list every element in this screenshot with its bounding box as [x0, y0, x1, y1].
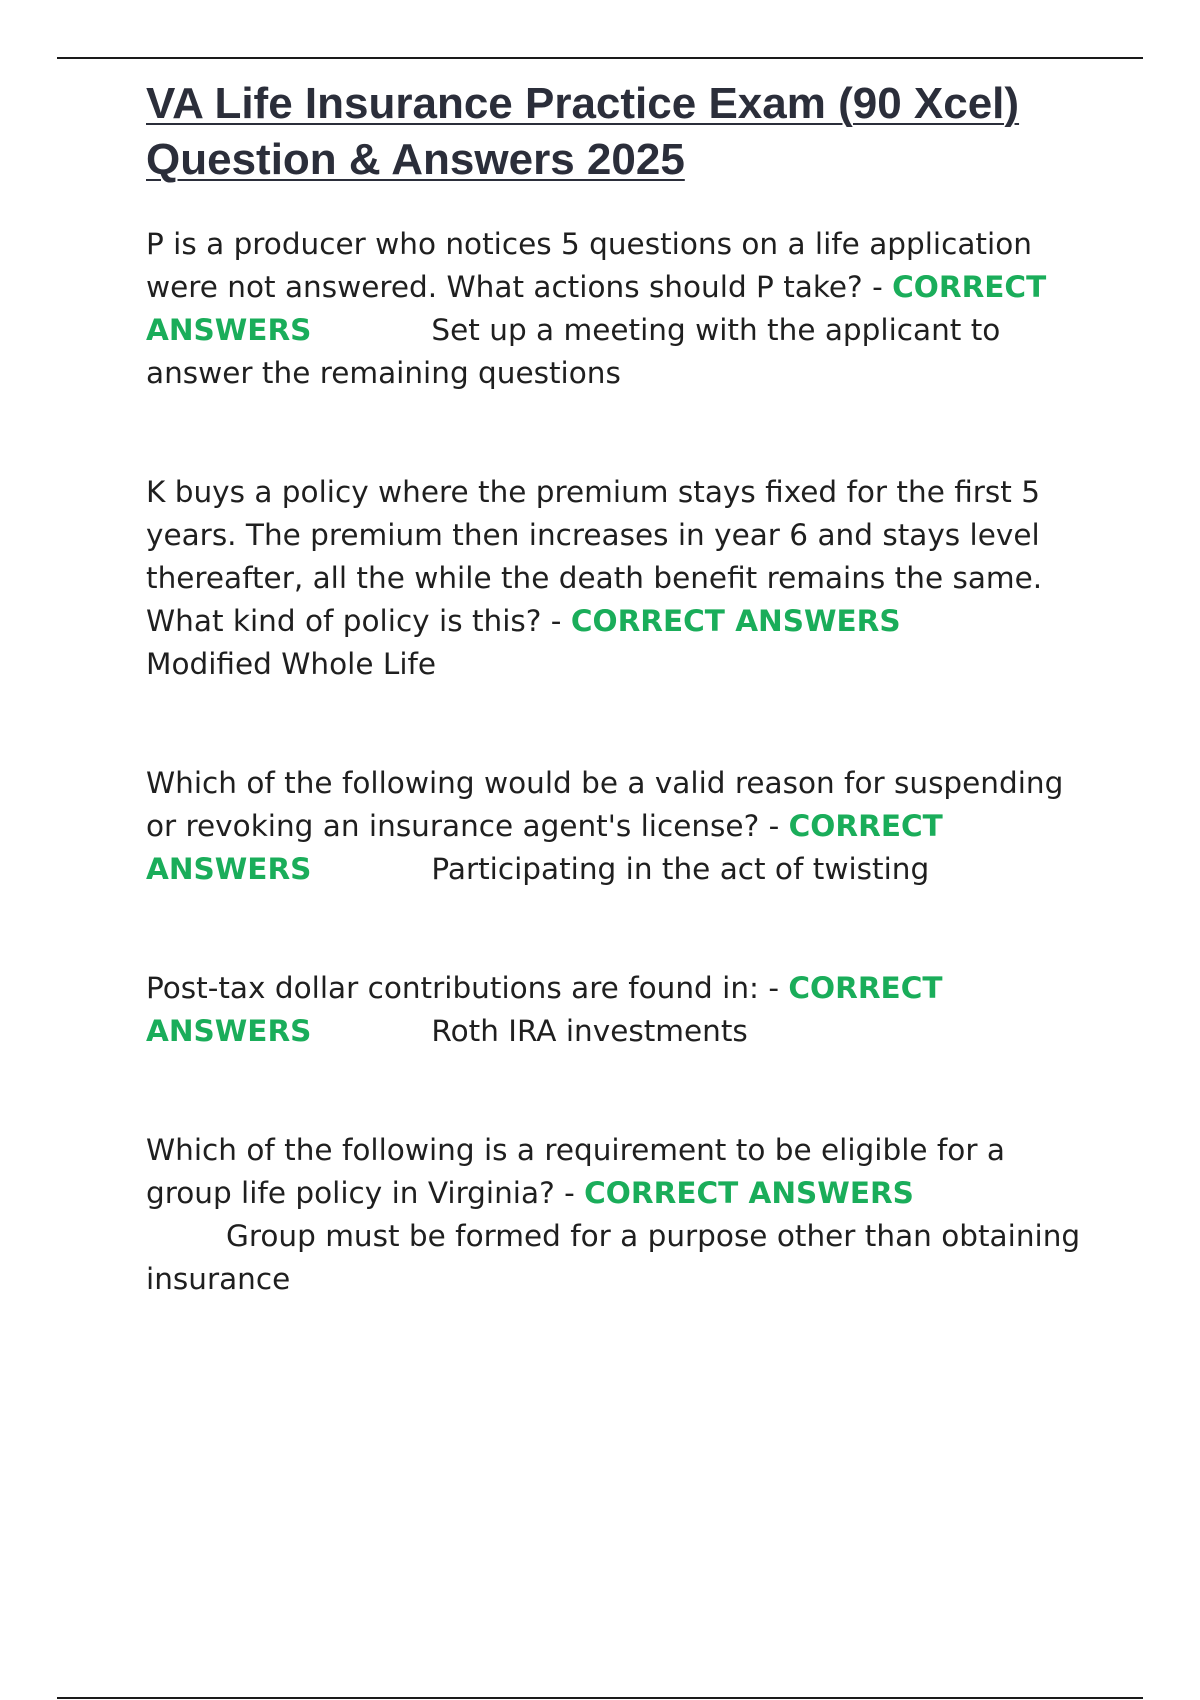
question-text: Post-tax dollar contributions are found in: -: [146, 971, 779, 1005]
bottom-divider: [57, 1697, 1143, 1699]
qa-item: [146, 967, 1096, 1053]
answer-text: Participating in the act of twisting: [431, 852, 930, 886]
top-divider: [57, 57, 1143, 59]
correct-answers-label: CORRECT ANSWERS: [146, 971, 943, 1048]
page-title: VA Life Insurance Practice Exam (90 Xcel) Question & Answers 2025: [146, 79, 1020, 184]
correct-answers-label: CORRECT ANSWERS: [146, 270, 1047, 347]
answer-text: Roth IRA investments: [431, 1014, 748, 1048]
qa-item: [146, 762, 1096, 891]
answer-text: Modified Whole Life: [146, 647, 437, 681]
question-text: P is a producer who notices 5 questions on a life application were not answered. What actions should P take? -: [146, 227, 1032, 304]
question-text: Which of the following would be a valid reason for suspending or revoking an insurance agent's license? -: [146, 766, 1064, 843]
document-body: [146, 76, 1096, 1301]
correct-answers-label: CORRECT ANSWERS: [146, 809, 943, 886]
correct-answers-label: CORRECT ANSWERS: [570, 604, 901, 638]
qa-item: [146, 1129, 1096, 1301]
question-text: K buys a policy where the premium stays fixed for the first 5 years. The premium then increases in year 6 and stays level thereafter, all the while the death benefit remains the same. What kind of policy is this? -: [146, 475, 1043, 638]
answer-text: Group must be formed for a purpose other than obtaining insurance: [146, 1219, 1081, 1296]
answer-text: Set up a meeting with the applicant to answer the remaining questions: [146, 313, 1001, 390]
correct-answers-label: CORRECT ANSWERS: [584, 1176, 914, 1210]
question-text: Which of the following is a requirement to be eligible for a group life policy in Virginia? -: [146, 1133, 1005, 1210]
qa-item: [146, 471, 1096, 686]
qa-item: [146, 223, 1096, 395]
